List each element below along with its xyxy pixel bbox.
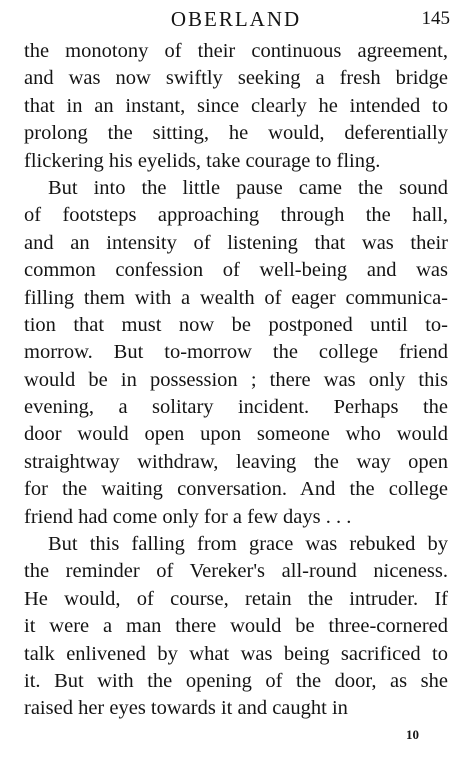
text-line: and an intensity of listening that was their	[24, 231, 448, 254]
text-line: prolong the sitting, he would, deferentially	[24, 122, 448, 145]
paragraph	[24, 38, 448, 175]
text-line: it were a man there would be three-cornered	[24, 615, 448, 638]
text-line: But this falling from grace was rebuked by	[48, 533, 448, 556]
paragraph	[24, 175, 448, 531]
text-line: that in an instant, since clearly he intended to	[24, 94, 448, 117]
text-line: He would, of course, retain the intruder. If	[24, 587, 448, 610]
text-line: flickering his eyelids, take courage to fling.	[24, 149, 381, 172]
text-line: of footsteps approaching through the hall,	[24, 204, 448, 227]
text-line: raised her eyes towards it and caught in	[24, 697, 348, 720]
text-line: But into the little pause came the sound	[48, 176, 448, 199]
signature-mark: 10	[406, 727, 419, 742]
text-line: straightway withdraw, leaving the way open	[24, 450, 448, 473]
running-head: OBERLAND	[170, 7, 302, 31]
text-line: and was now swiftly seeking a fresh bridge	[24, 67, 448, 90]
text-line: door would open upon someone who would	[24, 423, 448, 446]
text-line: friend had come only for a few days . . .	[24, 505, 352, 528]
text-line: common confession of well-being and was	[24, 259, 448, 282]
page-number: 145	[421, 8, 450, 29]
text-line: would be in possession ; there was only this	[24, 368, 448, 391]
text-line: tion that must now be postponed until to-	[24, 313, 448, 336]
text-line: it. But with the opening of the door, as she	[24, 669, 448, 692]
paragraph	[24, 531, 448, 723]
page-header	[0, 6, 472, 32]
text-line: filling them with a wealth of eager communica-	[24, 286, 448, 309]
text-line: the reminder of Vereker's all-round niceness.	[24, 560, 448, 583]
text-line: morrow. But to-morrow the college friend	[24, 341, 448, 364]
text-line: evening, a solitary incident. Perhaps the	[24, 396, 448, 419]
body-text	[24, 38, 448, 723]
text-line: for the waiting conversation. And the college	[24, 478, 448, 501]
text-line: talk enlivened by what was being sacrificed to	[24, 642, 448, 665]
text-line: the monotony of their continuous agreement,	[24, 40, 448, 62]
